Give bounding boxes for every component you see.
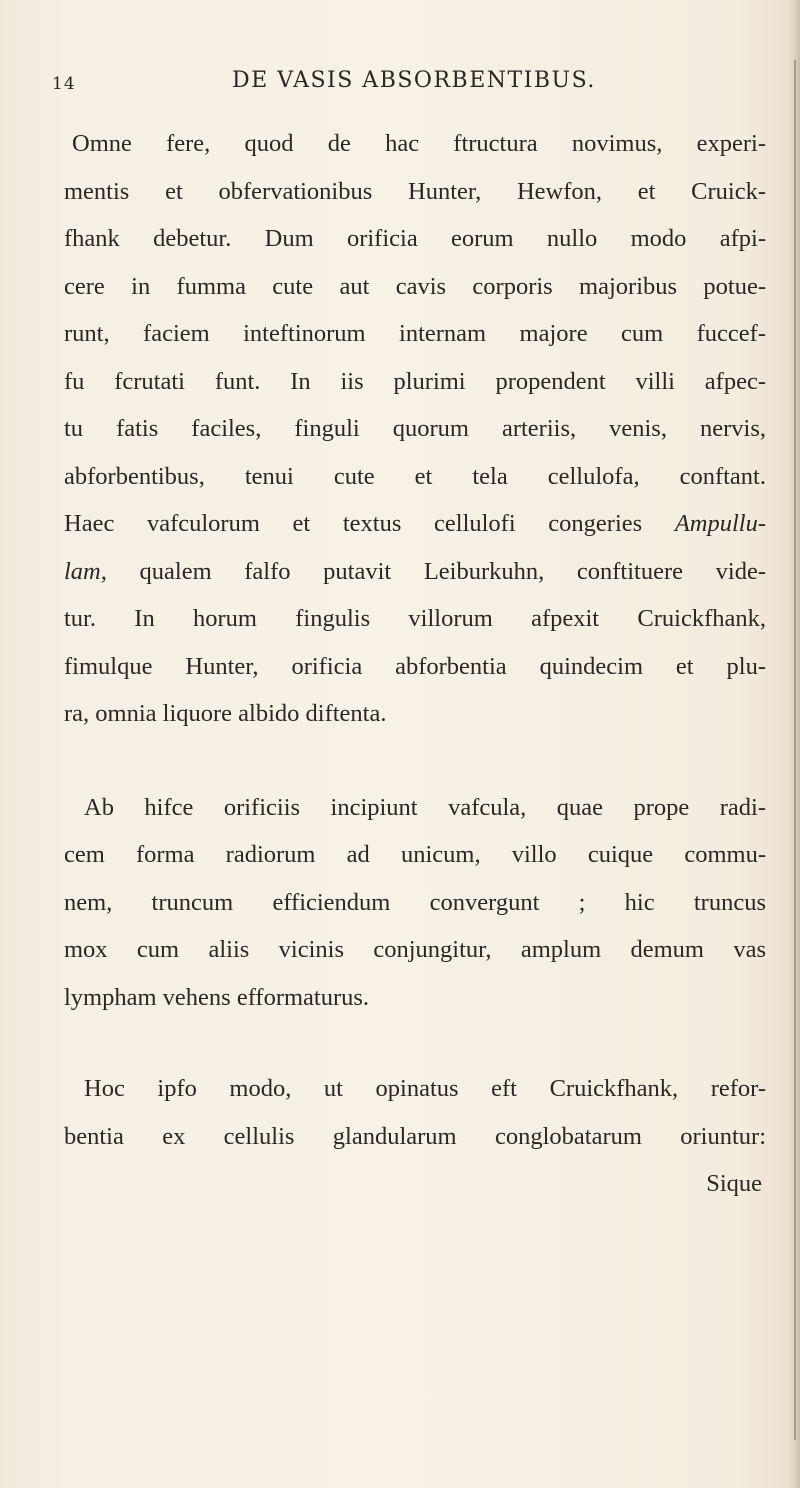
text-line: nem, truncum efficiendum convergunt ; hic truncus bbox=[64, 888, 766, 916]
text-line bbox=[64, 500, 766, 548]
text-line: abforbentibus, tenui cute et tela cellulofa, conftant. bbox=[64, 462, 766, 490]
paragraph-gap bbox=[64, 1021, 766, 1065]
text-line: Omne fere, quod de hac ftructura novimus, experi- bbox=[72, 130, 766, 157]
text-line bbox=[64, 548, 766, 596]
paragraph-gap bbox=[64, 738, 766, 784]
text-line: Hoc ipfo modo, ut opinatus eft Cruickfhank, refor- bbox=[84, 1075, 766, 1102]
italic-term-continued: lam, bbox=[64, 557, 107, 585]
text-segment: Haec vafculorum et textus cellulofi congeries bbox=[64, 510, 643, 537]
text-line: tur. In horum fingulis villorum afpexit Cruickfhank, bbox=[64, 605, 766, 632]
page-number: 14 bbox=[52, 74, 76, 94]
running-head: DE VASIS ABSORBENTIBUS. bbox=[232, 68, 596, 93]
body-text bbox=[64, 120, 766, 1208]
paragraph-1 bbox=[64, 120, 766, 738]
text-line: bentia ex cellulis glandularum conglobatarum oriuntur: bbox=[64, 1122, 766, 1150]
text-line: Ab hifce orificiis incipiunt vafcula, quae prope radi- bbox=[84, 793, 766, 821]
italic-term: Ampullu- bbox=[674, 510, 766, 537]
page-header bbox=[0, 62, 800, 102]
text-line: fimulque Hunter, orificia abforbentia quindecim et plu- bbox=[64, 652, 766, 680]
text-segment: qualem falfo putavit Leiburkuhn, conftituere vide- bbox=[106, 557, 766, 585]
text-line: tu fatis faciles, finguli quorum arteriis, venis, nervis, bbox=[64, 415, 766, 442]
text-line: lympham vehens efformaturus. bbox=[64, 983, 370, 1011]
text-line: fhank debetur. Dum orificia eorum nullo modo afpi- bbox=[64, 225, 766, 252]
catchword: Sique bbox=[706, 1170, 762, 1197]
text-line: cem forma radiorum ad unicum, villo cuique commu- bbox=[64, 841, 766, 868]
text-line: runt, faciem inteftinorum internam majore cum fuccef- bbox=[64, 320, 766, 347]
text-line: fu fcrutati funt. In iis plurimi propendent villi afpec- bbox=[64, 367, 766, 395]
text-line: mox cum aliis vicinis conjungitur, amplum demum vas bbox=[64, 936, 766, 963]
page-edge-shadow bbox=[786, 0, 800, 1488]
paragraph-3 bbox=[64, 1065, 766, 1160]
text-line: ra, omnia liquore albido diftenta. bbox=[64, 700, 387, 727]
paragraph-2 bbox=[64, 784, 766, 1022]
page-edge-line bbox=[794, 60, 796, 1440]
text-line: mentis et obfervationibus Hunter, Hewfon, et Cruick- bbox=[64, 177, 766, 205]
text-line: cere in fumma cute aut cavis corporis majoribus potue- bbox=[64, 272, 766, 300]
